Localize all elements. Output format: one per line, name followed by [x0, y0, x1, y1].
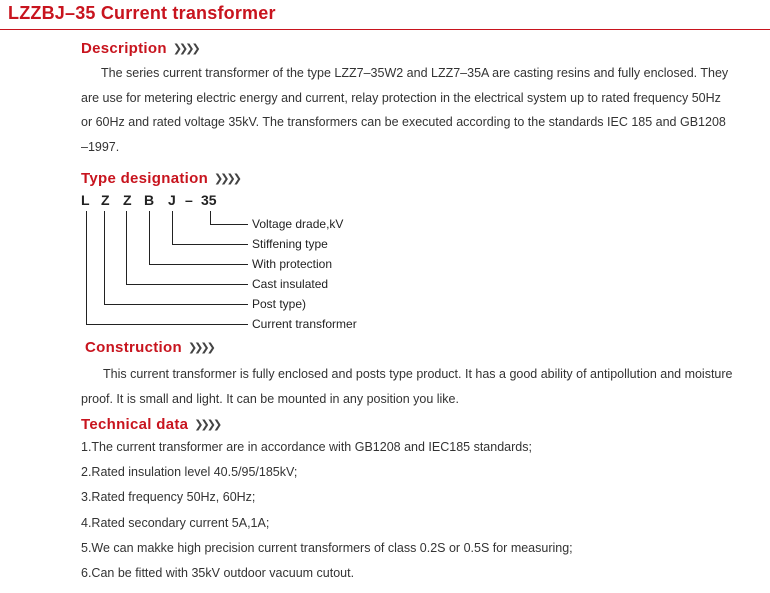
leader-line-voltage: [211, 211, 249, 225]
type-code-letter: Z: [101, 192, 110, 208]
label-protection: With protection: [252, 257, 333, 271]
technical-item: 1.The current transformer are in accordance with GB1208 and IEC185 standards;: [81, 440, 532, 454]
description-line: –1997.: [81, 139, 120, 154]
label-post: Post type): [252, 297, 307, 311]
type-designation-heading-text: Type designation: [81, 170, 209, 187]
leader-line-protection: [150, 211, 249, 265]
technical-item: 4.Rated secondary current 5A,1A;: [81, 516, 270, 530]
technical-data-heading: [81, 416, 219, 433]
type-code-dash: –: [185, 192, 193, 208]
type-code-letter: L: [81, 192, 90, 208]
label-stiffening: Stiffening type: [252, 237, 328, 251]
type-code-letter: B: [144, 192, 155, 208]
technical-item: 5.We can makke high precision current transformers of class 0.2S or 0.5S for measuring;: [81, 541, 573, 555]
description-line: are use for metering electric energy and current, relay protection in the electrical system up to rated frequency 50Hz: [81, 90, 721, 105]
label-voltage: Voltage drade,kV: [252, 217, 344, 231]
construction-heading-text: Construction: [85, 339, 182, 356]
chevron-double-right-icon: ❯❯❯❯: [194, 419, 220, 431]
description-heading-text: Description: [81, 40, 167, 57]
chevron-double-right-icon: ❯❯❯❯: [172, 43, 198, 55]
leader-line-cast: [127, 211, 249, 285]
construction-line: This current transformer is fully enclosed and posts type product. It has a good ability of antipollution and moisture: [103, 367, 733, 381]
page-title: LZZBJ–35 Current transformer: [8, 3, 276, 23]
technical-item: 3.Rated frequency 50Hz, 60Hz;: [81, 490, 256, 504]
chevron-double-right-icon: ❯❯❯❯: [187, 342, 213, 354]
leader-line-transformer: [87, 211, 249, 325]
technical-item: 2.Rated insulation level 40.5/95/185kV;: [81, 465, 298, 479]
construction-heading: [85, 339, 213, 356]
chevron-double-right-icon: ❯❯❯❯: [214, 173, 239, 185]
type-code-letter: Z: [123, 192, 132, 208]
technical-data-heading-text: Technical data: [81, 416, 189, 433]
label-cast: Cast insulated: [252, 277, 329, 291]
technical-item: 6.Can be fitted with 35kV outdoor vacuum cutout.: [81, 566, 355, 580]
type-code-voltage: 35: [201, 192, 217, 208]
label-transformer: Current transformer: [252, 317, 357, 331]
construction-paragraph: [81, 362, 733, 411]
description-line: or 60Hz and rated voltage 35kV. The transformers can be executed according to the standards IEC 185 and GB1208: [81, 115, 726, 129]
construction-line: proof. It is small and light. It can be mounted in any position you like.: [81, 391, 459, 406]
type-code-letter: J: [168, 192, 176, 208]
description-line: The series current transformer of the type LZZ7–35W2 and LZZ7–35A are casting resins and fully enclosed. They: [101, 66, 729, 80]
